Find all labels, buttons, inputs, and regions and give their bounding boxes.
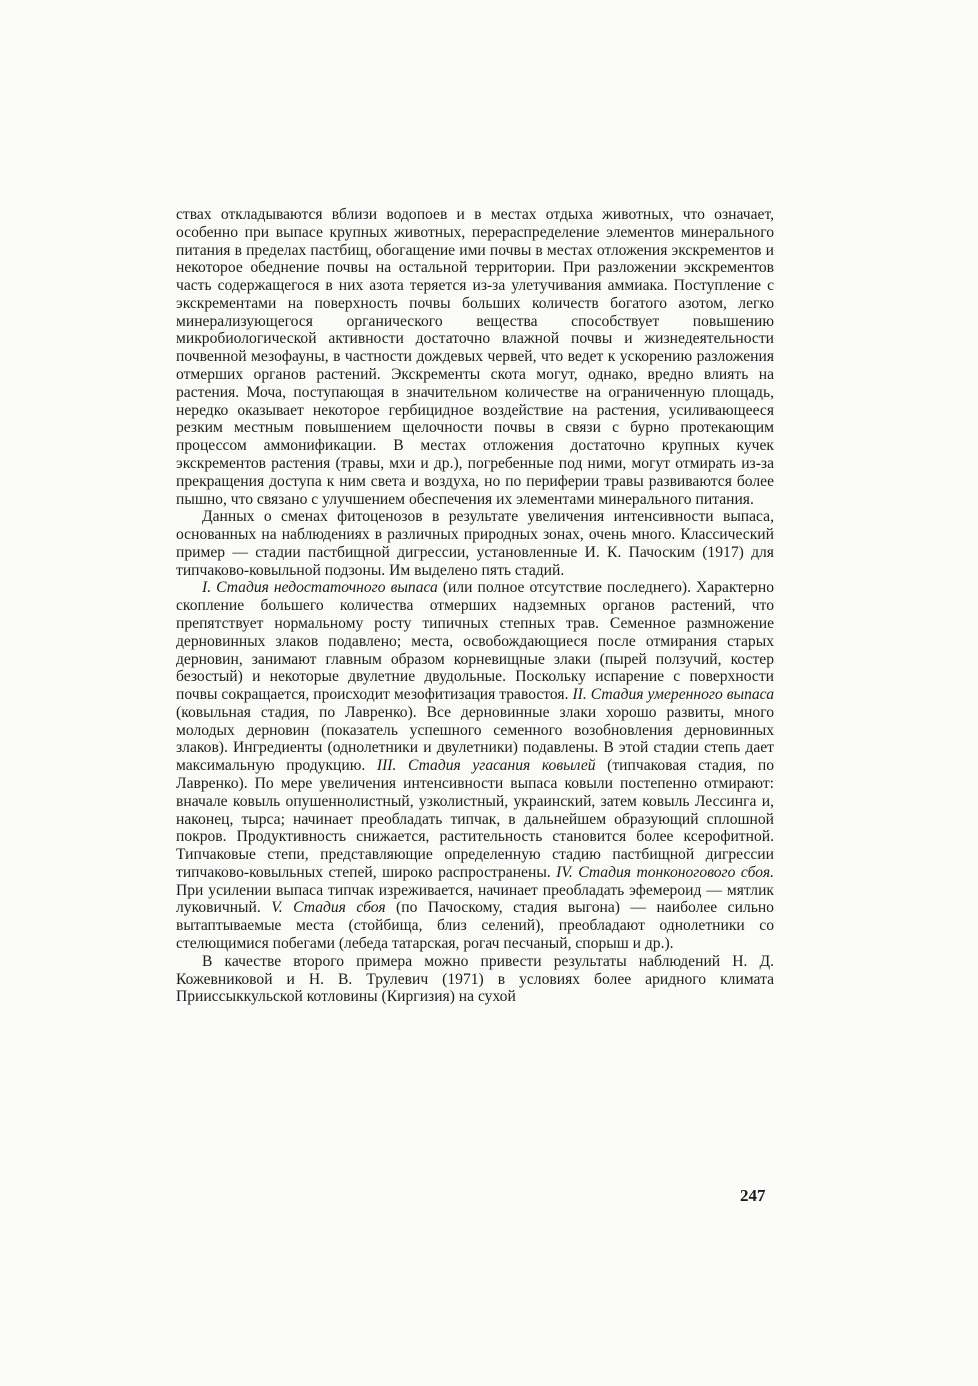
paragraph [176,953,774,1006]
paragraph-text: Данных о сменах фитоценозов в результате увеличения интенсивности выпаса, основанных на наблюдениях в различных природных зонах, очень много. Классический пример — стадии пастбищной дигрессии, установленные И. К. Пачоским (1917) для типчаково-ковыльной подзоны. Им выделено пять стадий. [176,508,774,579]
page-number: 247 [740,1186,766,1205]
paragraph [176,508,774,579]
stage-heading: II. Стадия умеренного выпаса [572,686,774,704]
body-text [176,206,774,1006]
paragraph-text: При усилении выпаса типчак изреживается, начинает преобладать эфемероид — мятлик луковичный. [176,881,774,917]
stage-heading: I. Стадия недостаточного выпаса [202,579,438,597]
paragraph-text: В качестве второго примера можно привести результаты наблюдений Н. Д. Кожевниковой и Н. В. Трулевич (1971) в условиях более аридного климата Прииссыккульской котловины (Киргизия) на сухой [176,952,774,1006]
paragraph-text: (по Пачоскому, стадия выгона) — наиболее сильно вытаптываемые места (стойбища, близ селений), преобладают однолетники со стелющимися побегами (лебеда татарская, рогач песчаный, спорыш и др.). [176,899,774,953]
paragraph-text: (или полное отсутствие последнего). Характерно скопление большего количества отмерших надземных органов растений, что препятствует нормальному росту типичных степных трав. Семенное размножение дерновинных злаков подавлено; места, освобождающиеся после отмирания старых дерновин, занимают главным образом корневищные злаки (пырей ползучий, костер безостый) и некоторые двулетние двудольные. Поскольку испарение с поверхности почвы сокращается, происходит мезофитизация травостоя. [176,579,774,704]
stage-heading: III. Стадия угасания ковылей [376,757,596,775]
paragraph-text: (типчаковая стадия, по Лавренко). По мере увеличения интенсивности выпаса ковыли постепенно отмирают: вначале ковыль опушеннолистный, узколистный, украинский, затем ковыль Лессинга и, наконец, тырса; начинает преобладать типчак, в дальнейшем образующий сплошной покров. Продуктивность снижается, растительность становится более ксерофитной. Типчаковые степи, представляющие определенную стадию пастбищной дигрессии типчаково-ковыльных степей, широко распространены. [176,757,774,881]
paragraph [176,206,774,508]
paragraph-text: ствах откладываются вблизи водопоев и в местах отдыха животных, что означает, особенно при выпасе крупных животных, перераспределение элементов минерального питания в пределах пастбищ, обогащение ими почвы в местах отложения экскрементов и некоторое обеднение почвы на остальной территории. При разложении экскрементов часть содержащегося в них азота теряется из-за улетучивания аммиака. Поступление с экскрементами на поверхность почвы больших количеств богатого азотом, легко минерализующегося органического вещества способствует повышению микробиологической активности достаточно влажной почвы и жизнедеятельности почвенной мезофауны, в частности дождевых червей, что ведет к ускорению разложения отмерших органов растений. Экскременты скота могут, однако, вредно влиять на растения. Моча, поступающая в значительном количестве на ограниченную площадь, нередко оказывает некоторое гербицидное воздействие на растения, усиливающееся резким местным повышением щелочности почвы в связи с бурно протекающим процессом аммонификации. В местах отложения достаточно крупных кучек экскрементов растения (травы, мхи и др.), погребенные под ними, могут отмирать из-за прекращения доступа к ним света и воздуха, но по периферии травы развиваются более пышно, что связано с улучшением обеспечения их элементами минерального питания. [176,206,774,508]
paragraph-text: (ковыльная стадия, по Лавренко). Все дерновинные злаки хорошо развиты, много молодых дерновин (показатель успешного семенного возобновления дерновинных злаков). Ингредиенты (однолетники и двулетники) подавлены. В этой стадии степь дает максимальную продукцию. [176,703,774,775]
stage-heading: V. Стадия сбоя [271,899,386,917]
paragraph [176,579,774,952]
stage-heading: IV. Стадия тонконогового сбоя. [556,863,774,881]
